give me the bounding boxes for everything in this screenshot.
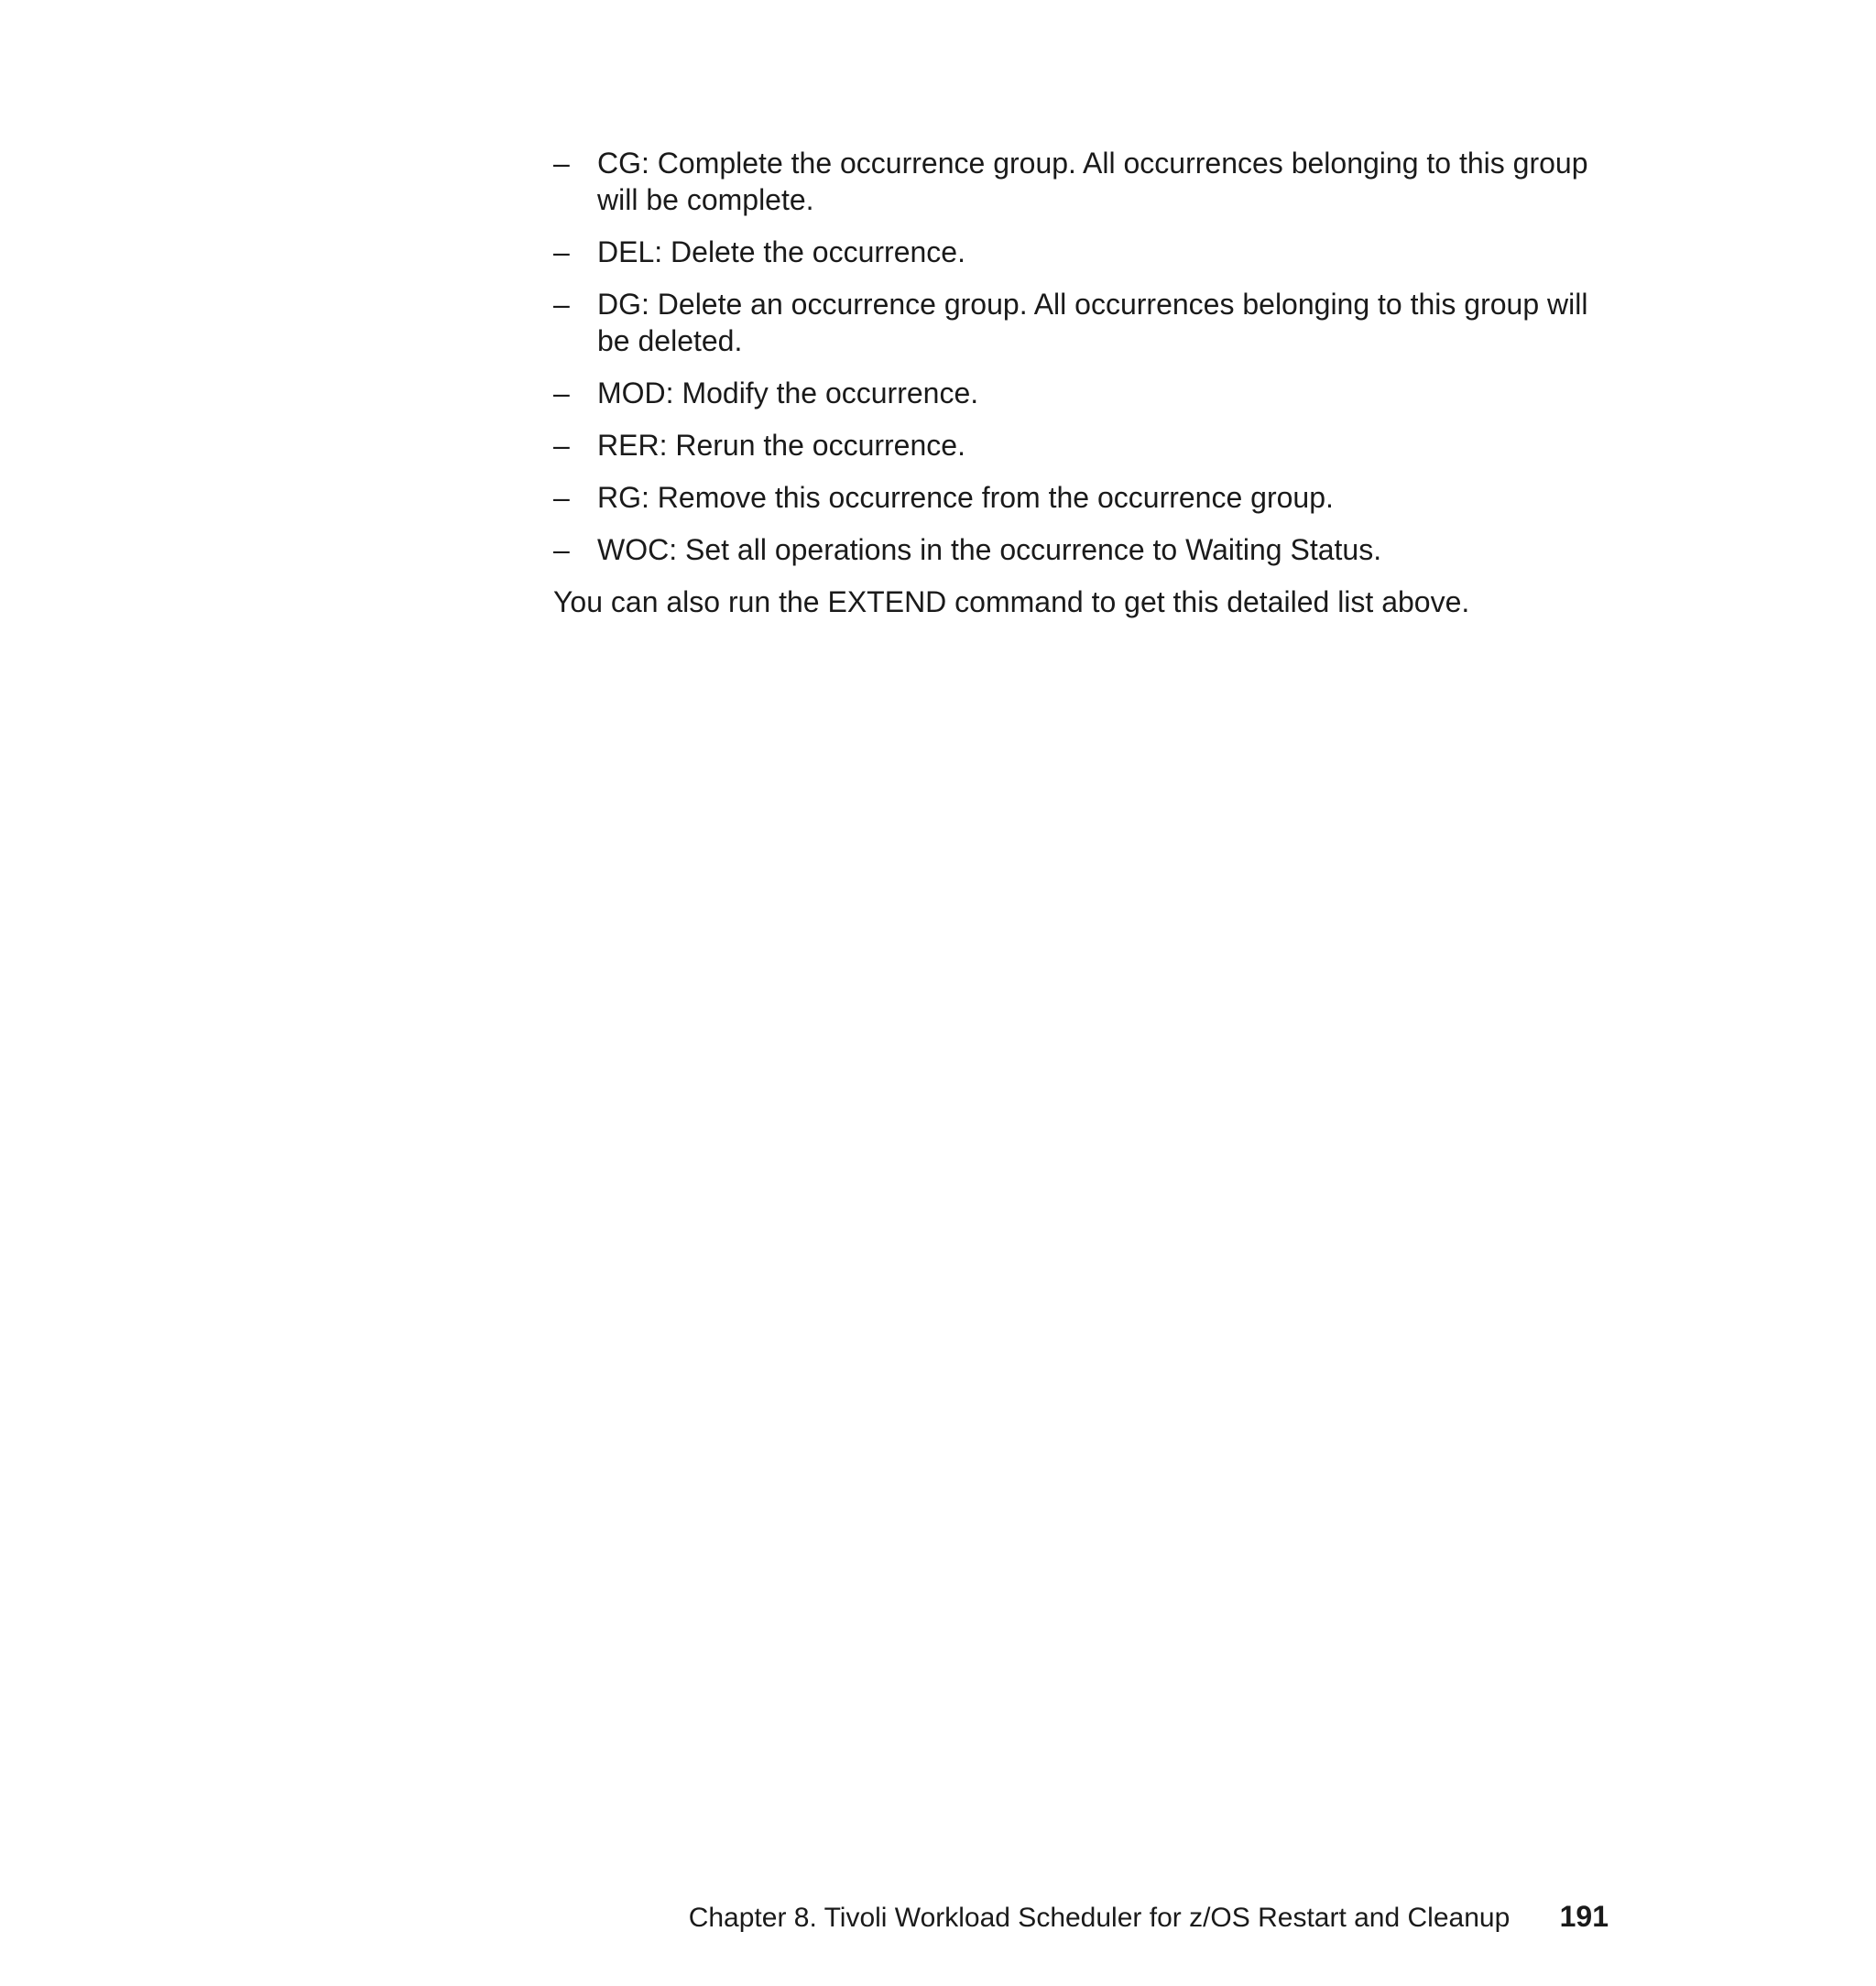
list-item [553, 234, 1616, 270]
list-item [553, 375, 1616, 411]
list-item [553, 531, 1616, 568]
list-item [553, 427, 1616, 464]
page-body [553, 145, 1616, 620]
closing-paragraph: You can also run the EXTEND command to get this detailed list above. [553, 585, 1470, 618]
dash-bullet: – [553, 481, 570, 514]
list-item-text: RER: Rerun the occurrence. [597, 429, 965, 462]
dash-bullet: – [553, 429, 570, 462]
dash-bullet: – [553, 288, 570, 321]
list-item-text: RG: Remove this occurrence from the occurrence group. [597, 481, 1334, 514]
footer-page-number: 191 [1559, 1900, 1609, 1933]
list-item-text: DG: Delete an occurrence group. All occurrences belonging to this group will be deleted. [597, 288, 1588, 357]
dash-bullet: – [553, 235, 570, 268]
list-item [553, 145, 1616, 218]
dash-bullet: – [553, 533, 570, 566]
dash-bullet: – [553, 376, 570, 409]
list-item-text: CG: Complete the occurrence group. All occurrences belonging to this group will be complete. [597, 147, 1588, 216]
page-footer [689, 1898, 1609, 1937]
list-item [553, 479, 1616, 516]
footer-chapter-title: Chapter 8. Tivoli Workload Scheduler for z/OS Restart and Cleanup [688, 1903, 1511, 1933]
dash-bullet: – [553, 147, 570, 180]
list-item-text: DEL: Delete the occurrence. [597, 235, 965, 268]
list-item [553, 286, 1616, 359]
command-list [553, 145, 1616, 568]
list-item-text: MOD: Modify the occurrence. [597, 376, 979, 409]
list-item-text: WOC: Set all operations in the occurrence to Waiting Status. [597, 533, 1382, 566]
